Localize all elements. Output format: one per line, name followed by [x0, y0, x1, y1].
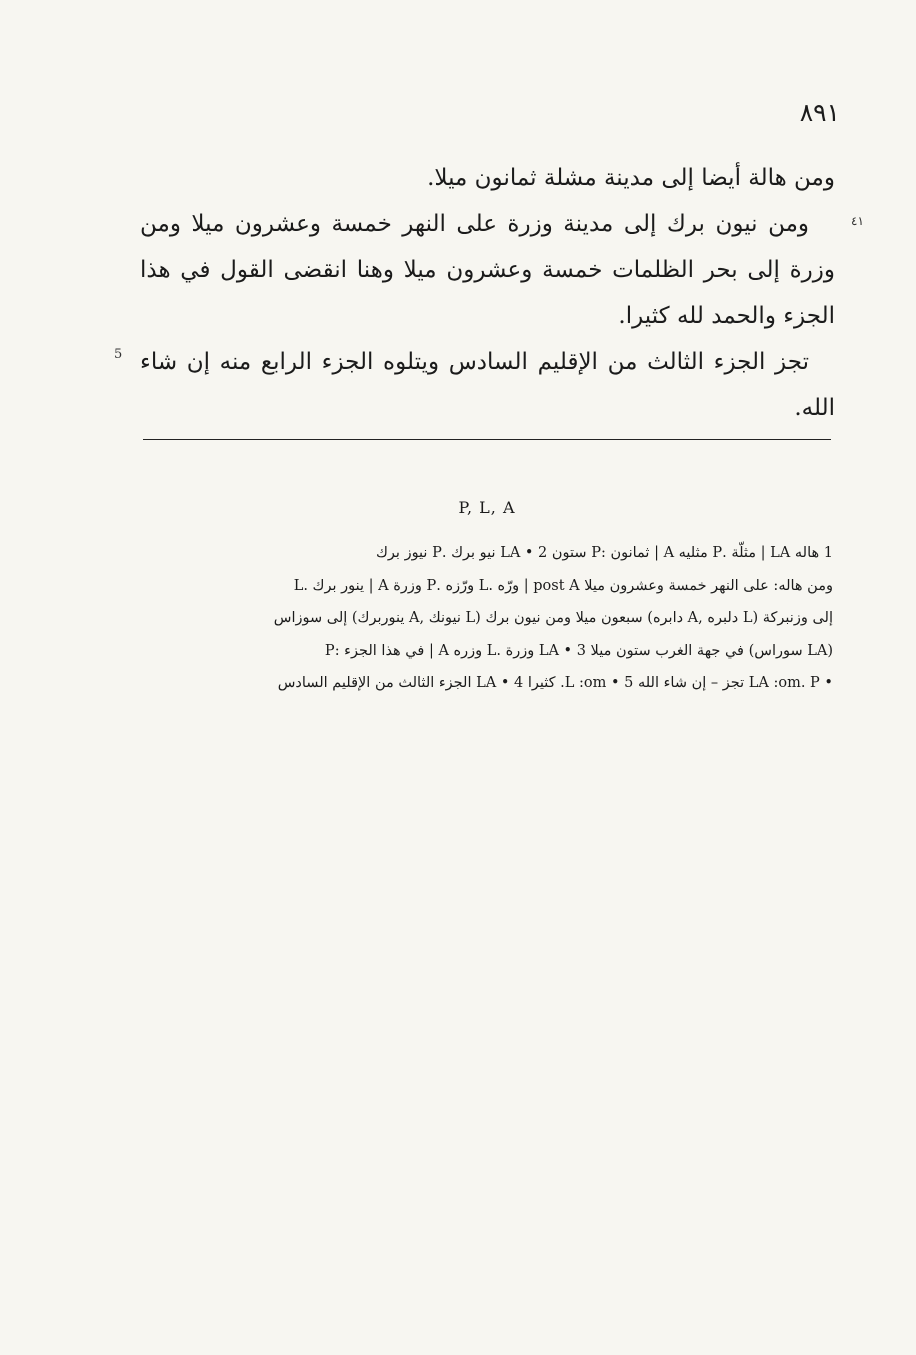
- main-text: [140, 155, 835, 431]
- folio-marker: ٤١: [851, 214, 864, 228]
- line-number-marker: 5: [114, 347, 123, 362]
- page-number: ٨٩١: [799, 98, 840, 127]
- apparatus-line: 1 هاله LA | مثلّة .P مثليه A | ثمانون :P ستون LA • 2 نيو برك .P نيوز برك: [375, 545, 833, 561]
- apparatus-line: (LA سوراس) في جهة الغرب ستون ميلا LA • 3 وزرة .L وزره A | في هذا الجزء :P: [324, 642, 833, 659]
- apparatus-line: إلى وزنبركة (L دلبره ,A دابره) سبعون ميلا ومن نيون برك (L نيونك ,A ينوربرك) إلى سوزاس: [273, 610, 833, 626]
- divider-rule: [143, 439, 831, 440]
- apparatus-line: • LA :om. P تجز – إن شاء الله 5 • L :om. كثيرا 4 • LA الجزء الثالث من الإقليم السادس: [277, 675, 833, 691]
- colophon: تجز الجزء الثالث من الإقليم السادس ويتلوه الجزء الرابع منه إن شاء الله.: [140, 349, 835, 421]
- critical-apparatus: [143, 537, 833, 700]
- main-text-paragraph: ومن نيون برك إلى مدينة وزرة على النهر خمسة وعشرون ميلا ومن وزرة إلى بحر الظلمات خمسة وعشرون ميلا وهنا انقضى القول في هذا الجزء والحمد لله كثيرا.: [140, 211, 835, 329]
- apparatus-line: ومن هاله: على النهر خمسة وعشرون ميلا post A | ورّه .L ورّزه .P وزرة A | ينور برك .L: [293, 577, 833, 594]
- main-text-paragraph: ومن هالة أيضا إلى مدينة مشلة ثمانون ميلا.: [427, 165, 835, 191]
- sigla-heading: P, L, A: [458, 498, 516, 517]
